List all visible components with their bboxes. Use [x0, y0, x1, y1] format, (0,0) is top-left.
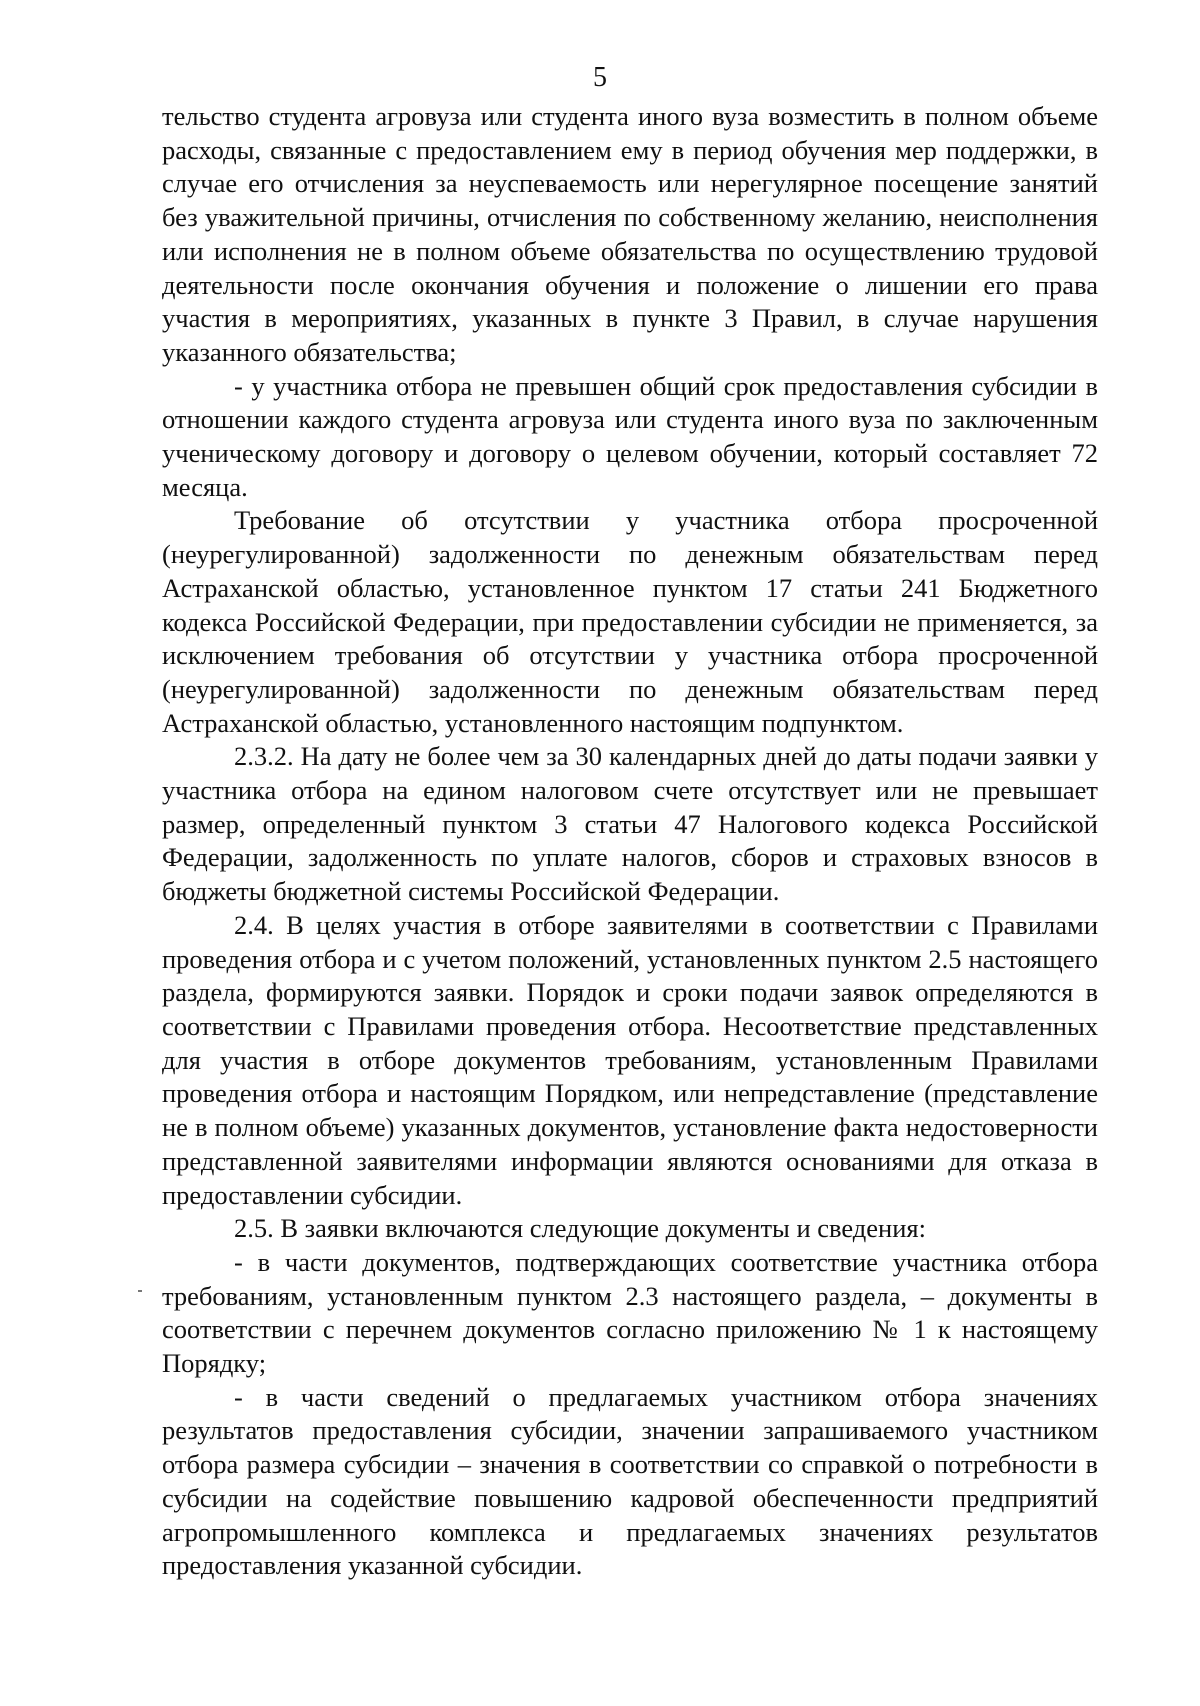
document-body: [162, 100, 1098, 1583]
paragraph-2-3-2: 2.3.2. На дату не более чем за 30 календарных дней до даты подачи заявки у участника отбора на едином налоговом счете отсутствует или не превышает размер, определенный пунктом 3 статьи 47 Налогового кодекса Российской Федерации, задолженность по уплате налогов, сборов и страховых взносов в бюджеты бюджетной системы Российской Федерации.: [162, 741, 1098, 907]
paragraph-documents-item: - в части документов, подтверждающих соответствие участника отбора требованиям, установленным пунктом 2.3 настоящего раздела, – документы в соответствии с перечнем документов согласно приложению № 1 к настоящему Порядку;: [162, 1246, 1098, 1379]
scan-artifact: [138, 1290, 142, 1292]
page-number: 5: [593, 62, 607, 93]
paragraph-2-4: 2.4. В целях участия в отборе заявителями в соответствии с Правилами проведения отбора и с учетом положений, установленных пунктом 2.5 настоящего раздела, формируются заявки. Порядок и сроки подачи заявок определяются в соответствии с Правилами проведения отбора. Несоответствие представленных для участия в отборе документов требованиям, установленным Правилами проведения отбора и настоящим Порядком, или непредставление (представление не в полном объеме) указанных документов, установление факта недостоверности представленной заявителями информации являются основаниями для отказа в предоставлении субсидии.: [162, 909, 1098, 1210]
paragraph-results-item: - в части сведений о предлагаемых участником отбора значениях результатов предоставления субсидии, значении запрашиваемого участником отбора размера субсидии – значения в соответствии со справкой о потребности в субсидии на содействие повышению кадровой обеспеченности предприятий агропромышленного комплекса и предлагаемых значениях результатов предоставления указанной субсидии.: [162, 1381, 1098, 1581]
paragraph-obligation-continuation: тельство студента агровуза или студента иного вуза возместить в полном объеме расходы, связанные с предоставлением ему в период обучения мер поддержки, в случае его отчисления за неуспеваемость или нерегулярное посещение занятий без уважительной причины, отчисления по собственному желанию, неисполнения или исполнения не в полном объеме обязательства по осуществлению трудовой деятельности после окончания обучения и положение о лишении его права участия в мероприятиях, указанных в пункте 3 Правил, в случае нарушения указанного обязательства;: [162, 101, 1098, 367]
paragraph-2-5: 2.5. В заявки включаются следующие документы и сведения:: [234, 1213, 926, 1244]
paragraph-subsidy-term: - у участника отбора не превышен общий срок предоставления субсидии в отношении каждого студента агровуза или студента иного вуза по заключенным ученическому договору и договору о целевом обучении, который составляет 72 месяца.: [162, 370, 1098, 502]
paragraph-debt-requirement: Требование об отсутствии у участника отбора просроченной (неурегулированной) задолженности по денежным обязательствам перед Астраханской областью, установленное пунктом 17 статьи 241 Бюджетного кодекса Российской Федерации, при предоставлении субсидии не применяется, за исключением требования об отсутствии у участника отбора просроченной (неурегулированной) задолженности по денежным обязательствам перед Астраханской областью, установленного настоящим подпунктом.: [162, 505, 1098, 738]
